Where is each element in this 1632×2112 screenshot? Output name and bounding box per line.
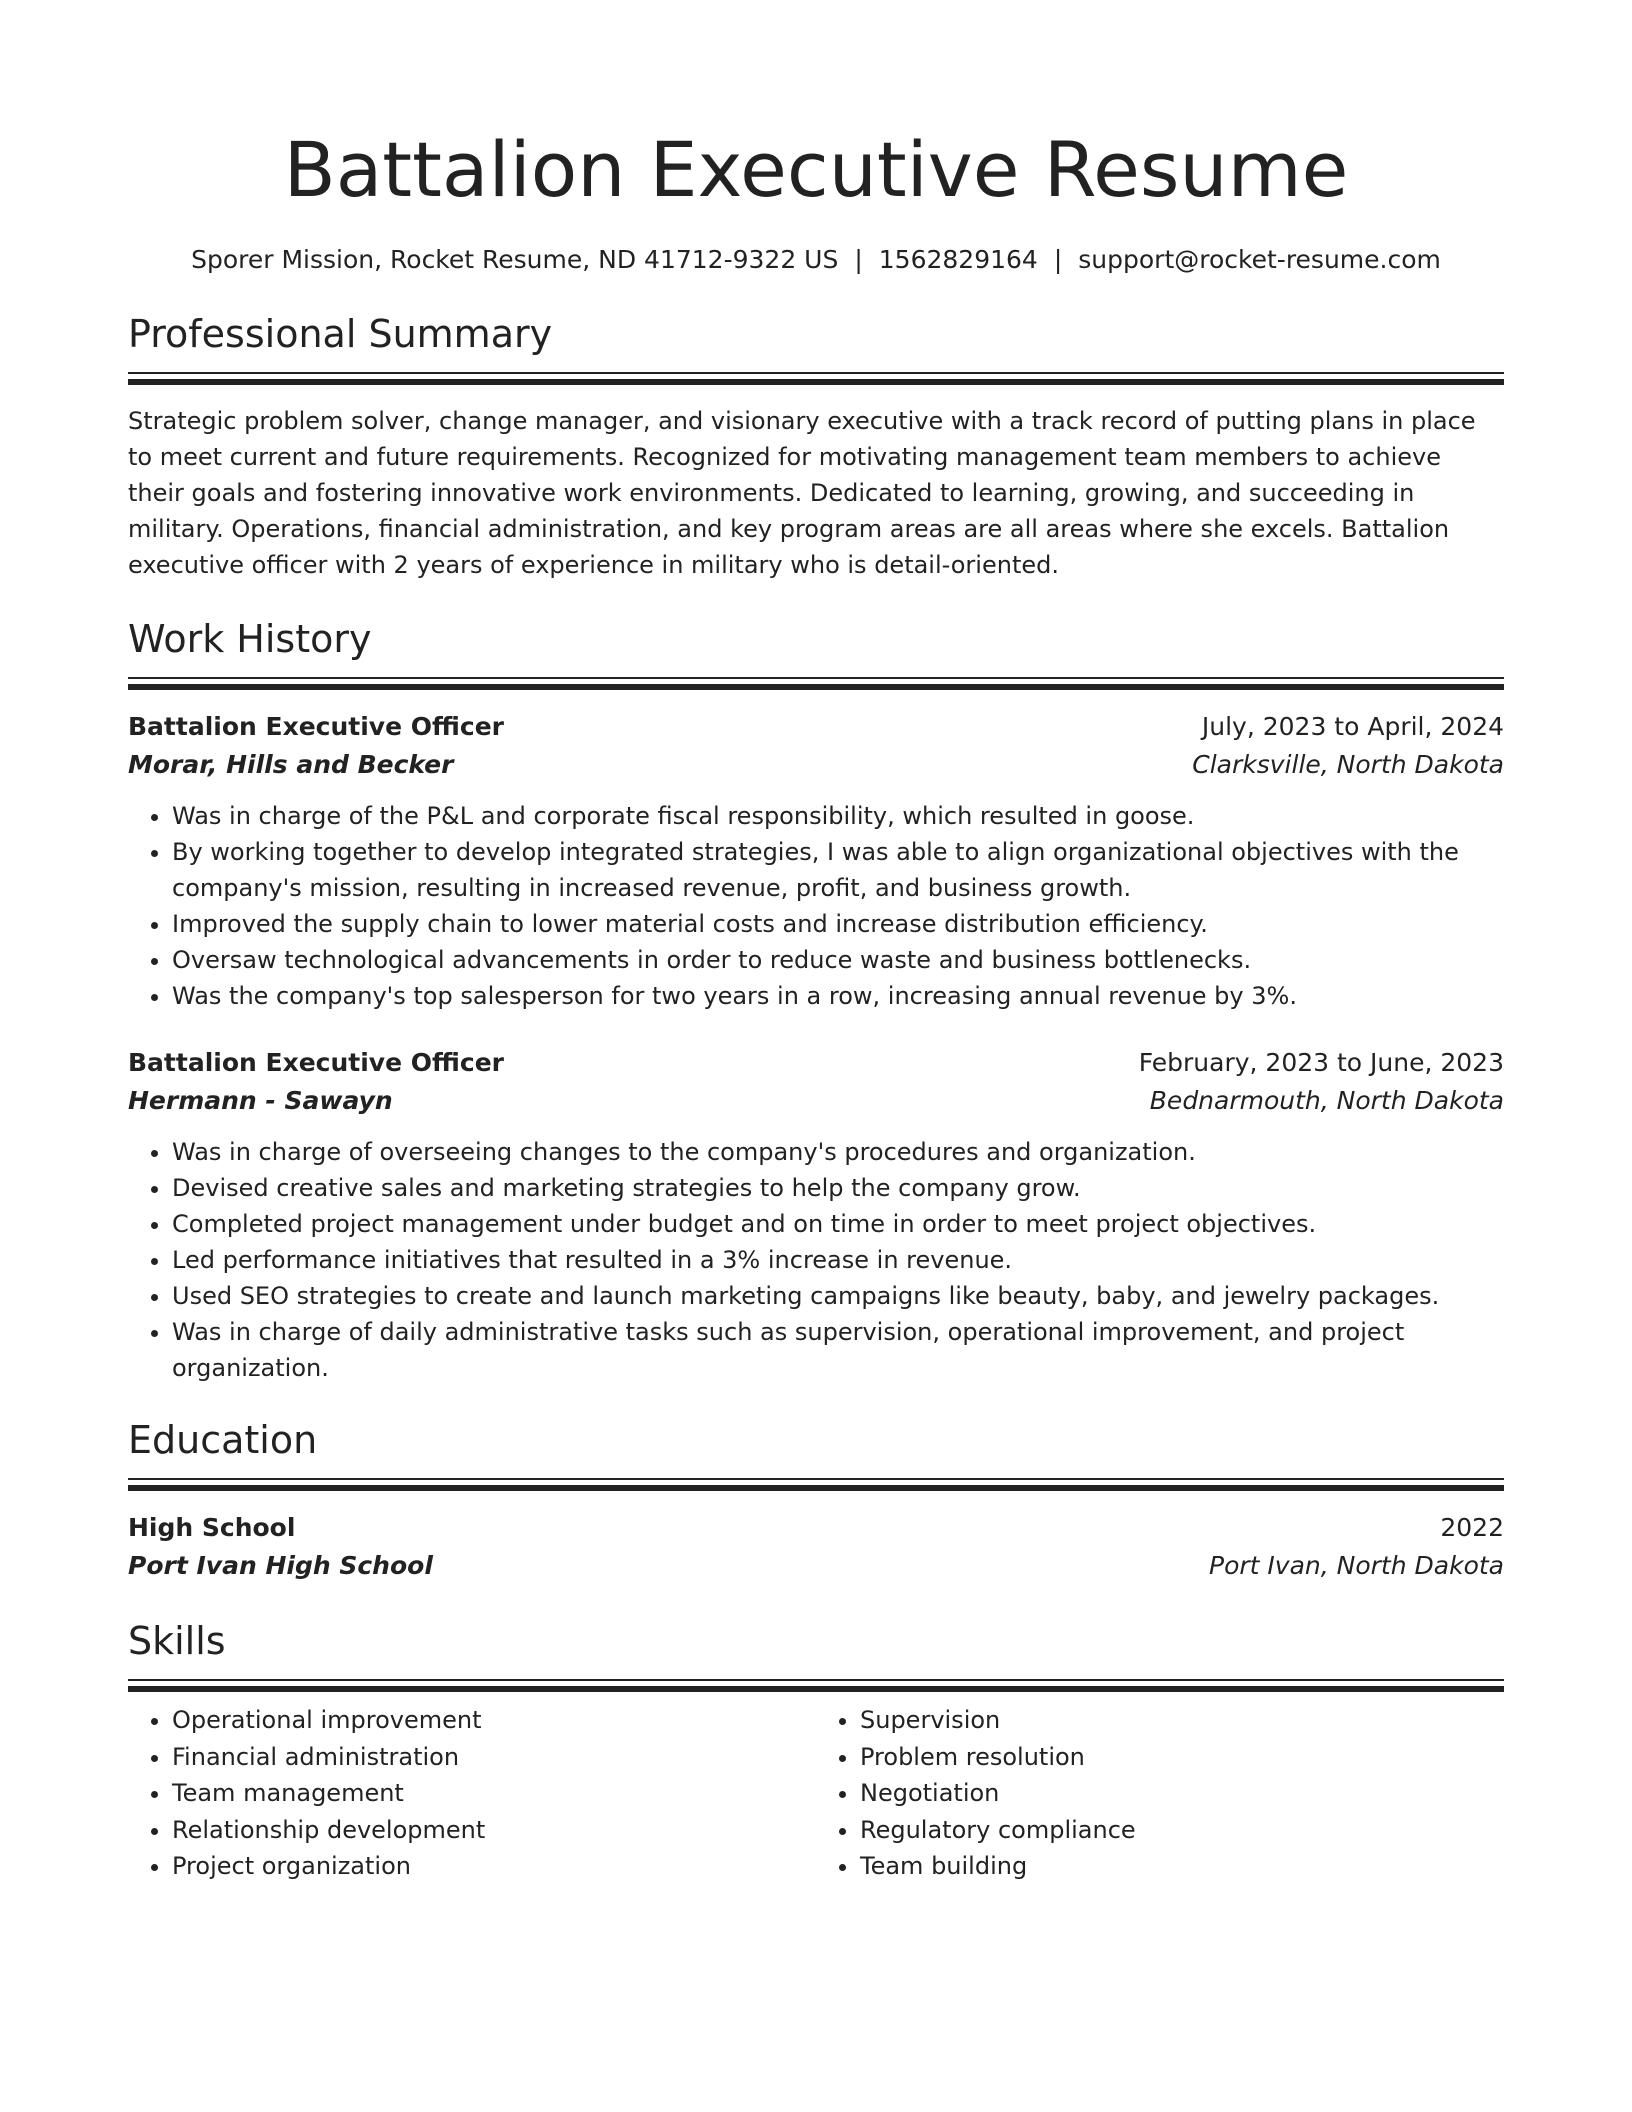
skill-item: • Negotiation [860, 1775, 1504, 1812]
section-divider-thick [128, 1485, 1504, 1491]
contact-email: support@rocket-resume.com [1078, 245, 1441, 274]
job-employer: Morar, Hills and Becker [128, 750, 454, 779]
education-school-row [128, 1547, 1504, 1585]
section-divider [128, 372, 1504, 374]
skill-item: • Problem resolution [860, 1739, 1504, 1776]
job-employer-row [128, 746, 1504, 784]
job-header-row [128, 708, 1504, 746]
job-dates: February, 2023 to June, 2023 [1138, 1048, 1504, 1077]
list-item: • Improved the supply chain to lower material costs and increase distribution efficiency. [172, 906, 1504, 942]
education-location: Port Ivan, North Dakota [1209, 1551, 1504, 1580]
summary-section [128, 310, 1504, 583]
list-item: • Completed project management under budget and on time in order to meet project objectives. [172, 1206, 1504, 1242]
list-item: • Devised creative sales and marketing strategies to help the company grow. [172, 1170, 1504, 1206]
resume-title: Battalion Executive Resume [283, 125, 1349, 214]
job-entry [128, 1044, 1504, 1386]
skill-item: • Operational improvement [172, 1702, 816, 1739]
education-section [128, 1416, 1504, 1585]
skill-item: • Relationship development [172, 1812, 816, 1849]
education-header-row [128, 1509, 1504, 1547]
education-school: Port Ivan High School [128, 1551, 433, 1580]
skill-item: • Regulatory compliance [860, 1812, 1504, 1849]
job-location: Bednarmouth, North Dakota [1149, 1086, 1504, 1115]
summary-text: Strategic problem solver, change manager, and visionary executive with a track record of putting plans in place to meet current and future requirements. Recognized for motivating management team members to achieve their goals and fostering innovative work environments. Dedicated to learning, growing, and succeeding in military. Operations, financial administration, and key program areas are all areas where she excels. Battalion executive officer with 2 years of experience in military who is detail-oriented. [128, 407, 1476, 579]
skill-item: • Supervision [860, 1702, 1504, 1739]
section-divider [128, 677, 1504, 679]
section-divider [128, 1478, 1504, 1480]
job-bullets [128, 1134, 1504, 1386]
skill-item: • Financial administration [172, 1739, 816, 1776]
section-divider [128, 1679, 1504, 1681]
work-history-section [128, 615, 1504, 1386]
education-year: 2022 [1440, 1513, 1504, 1542]
job-bullets [128, 798, 1504, 1014]
list-item: • Used SEO strategies to create and launch marketing campaigns like beauty, baby, and jewelry packages. [172, 1278, 1504, 1314]
job-title: Battalion Executive Officer [128, 712, 505, 741]
section-heading: Education [128, 1418, 318, 1462]
education-degree: High School [128, 1513, 296, 1542]
job-dates: July, 2023 to April, 2024 [1201, 712, 1504, 741]
contact-line [128, 242, 1504, 278]
job-employer-row [128, 1082, 1504, 1120]
skill-item: • Project organization [172, 1848, 816, 1885]
section-heading: Work History [128, 617, 372, 661]
job-title: Battalion Executive Officer [128, 1048, 505, 1077]
list-item: • Oversaw technological advancements in order to reduce waste and business bottlenecks. [172, 942, 1504, 978]
skill-item: • Team building [860, 1848, 1504, 1885]
skills-section [128, 1617, 1504, 1885]
list-item: • Was in charge of daily administrative tasks such as supervision, operational improvement, and project organization. [172, 1314, 1504, 1386]
section-divider-thick [128, 379, 1504, 385]
contact-address: Sporer Mission, Rocket Resume, ND 41712-9322 US [191, 245, 839, 274]
skill-item: • Team management [172, 1775, 816, 1812]
skills-columns [128, 1702, 1504, 1885]
section-heading: Professional Summary [128, 312, 553, 356]
section-heading: Skills [128, 1619, 226, 1663]
contact-separator: | [1053, 245, 1063, 274]
section-divider-thick [128, 684, 1504, 690]
contact-phone: 1562829164 [878, 245, 1038, 274]
list-item: • Led performance initiatives that resulted in a 3% increase in revenue. [172, 1242, 1504, 1278]
skills-list-left [128, 1702, 816, 1885]
section-divider-thick [128, 1686, 1504, 1692]
job-location: Clarksville, North Dakota [1192, 750, 1504, 779]
job-employer: Hermann - Sawayn [128, 1086, 393, 1115]
list-item: • Was in charge of the P&L and corporate fiscal responsibility, which resulted in goose. [172, 798, 1504, 834]
job-entry [128, 708, 1504, 1014]
contact-separator: | [854, 245, 863, 274]
list-item: • Was the company's top salesperson for two years in a row, increasing annual revenue by 3%. [172, 978, 1504, 1014]
job-header-row [128, 1044, 1504, 1082]
list-item: • Was in charge of overseeing changes to the company's procedures and organization. [172, 1134, 1504, 1170]
list-item: • By working together to develop integrated strategies, I was able to align organizational objectives with the company's mission, resulting in increased revenue, profit, and business growth. [172, 834, 1504, 906]
skills-list-right [816, 1702, 1504, 1885]
